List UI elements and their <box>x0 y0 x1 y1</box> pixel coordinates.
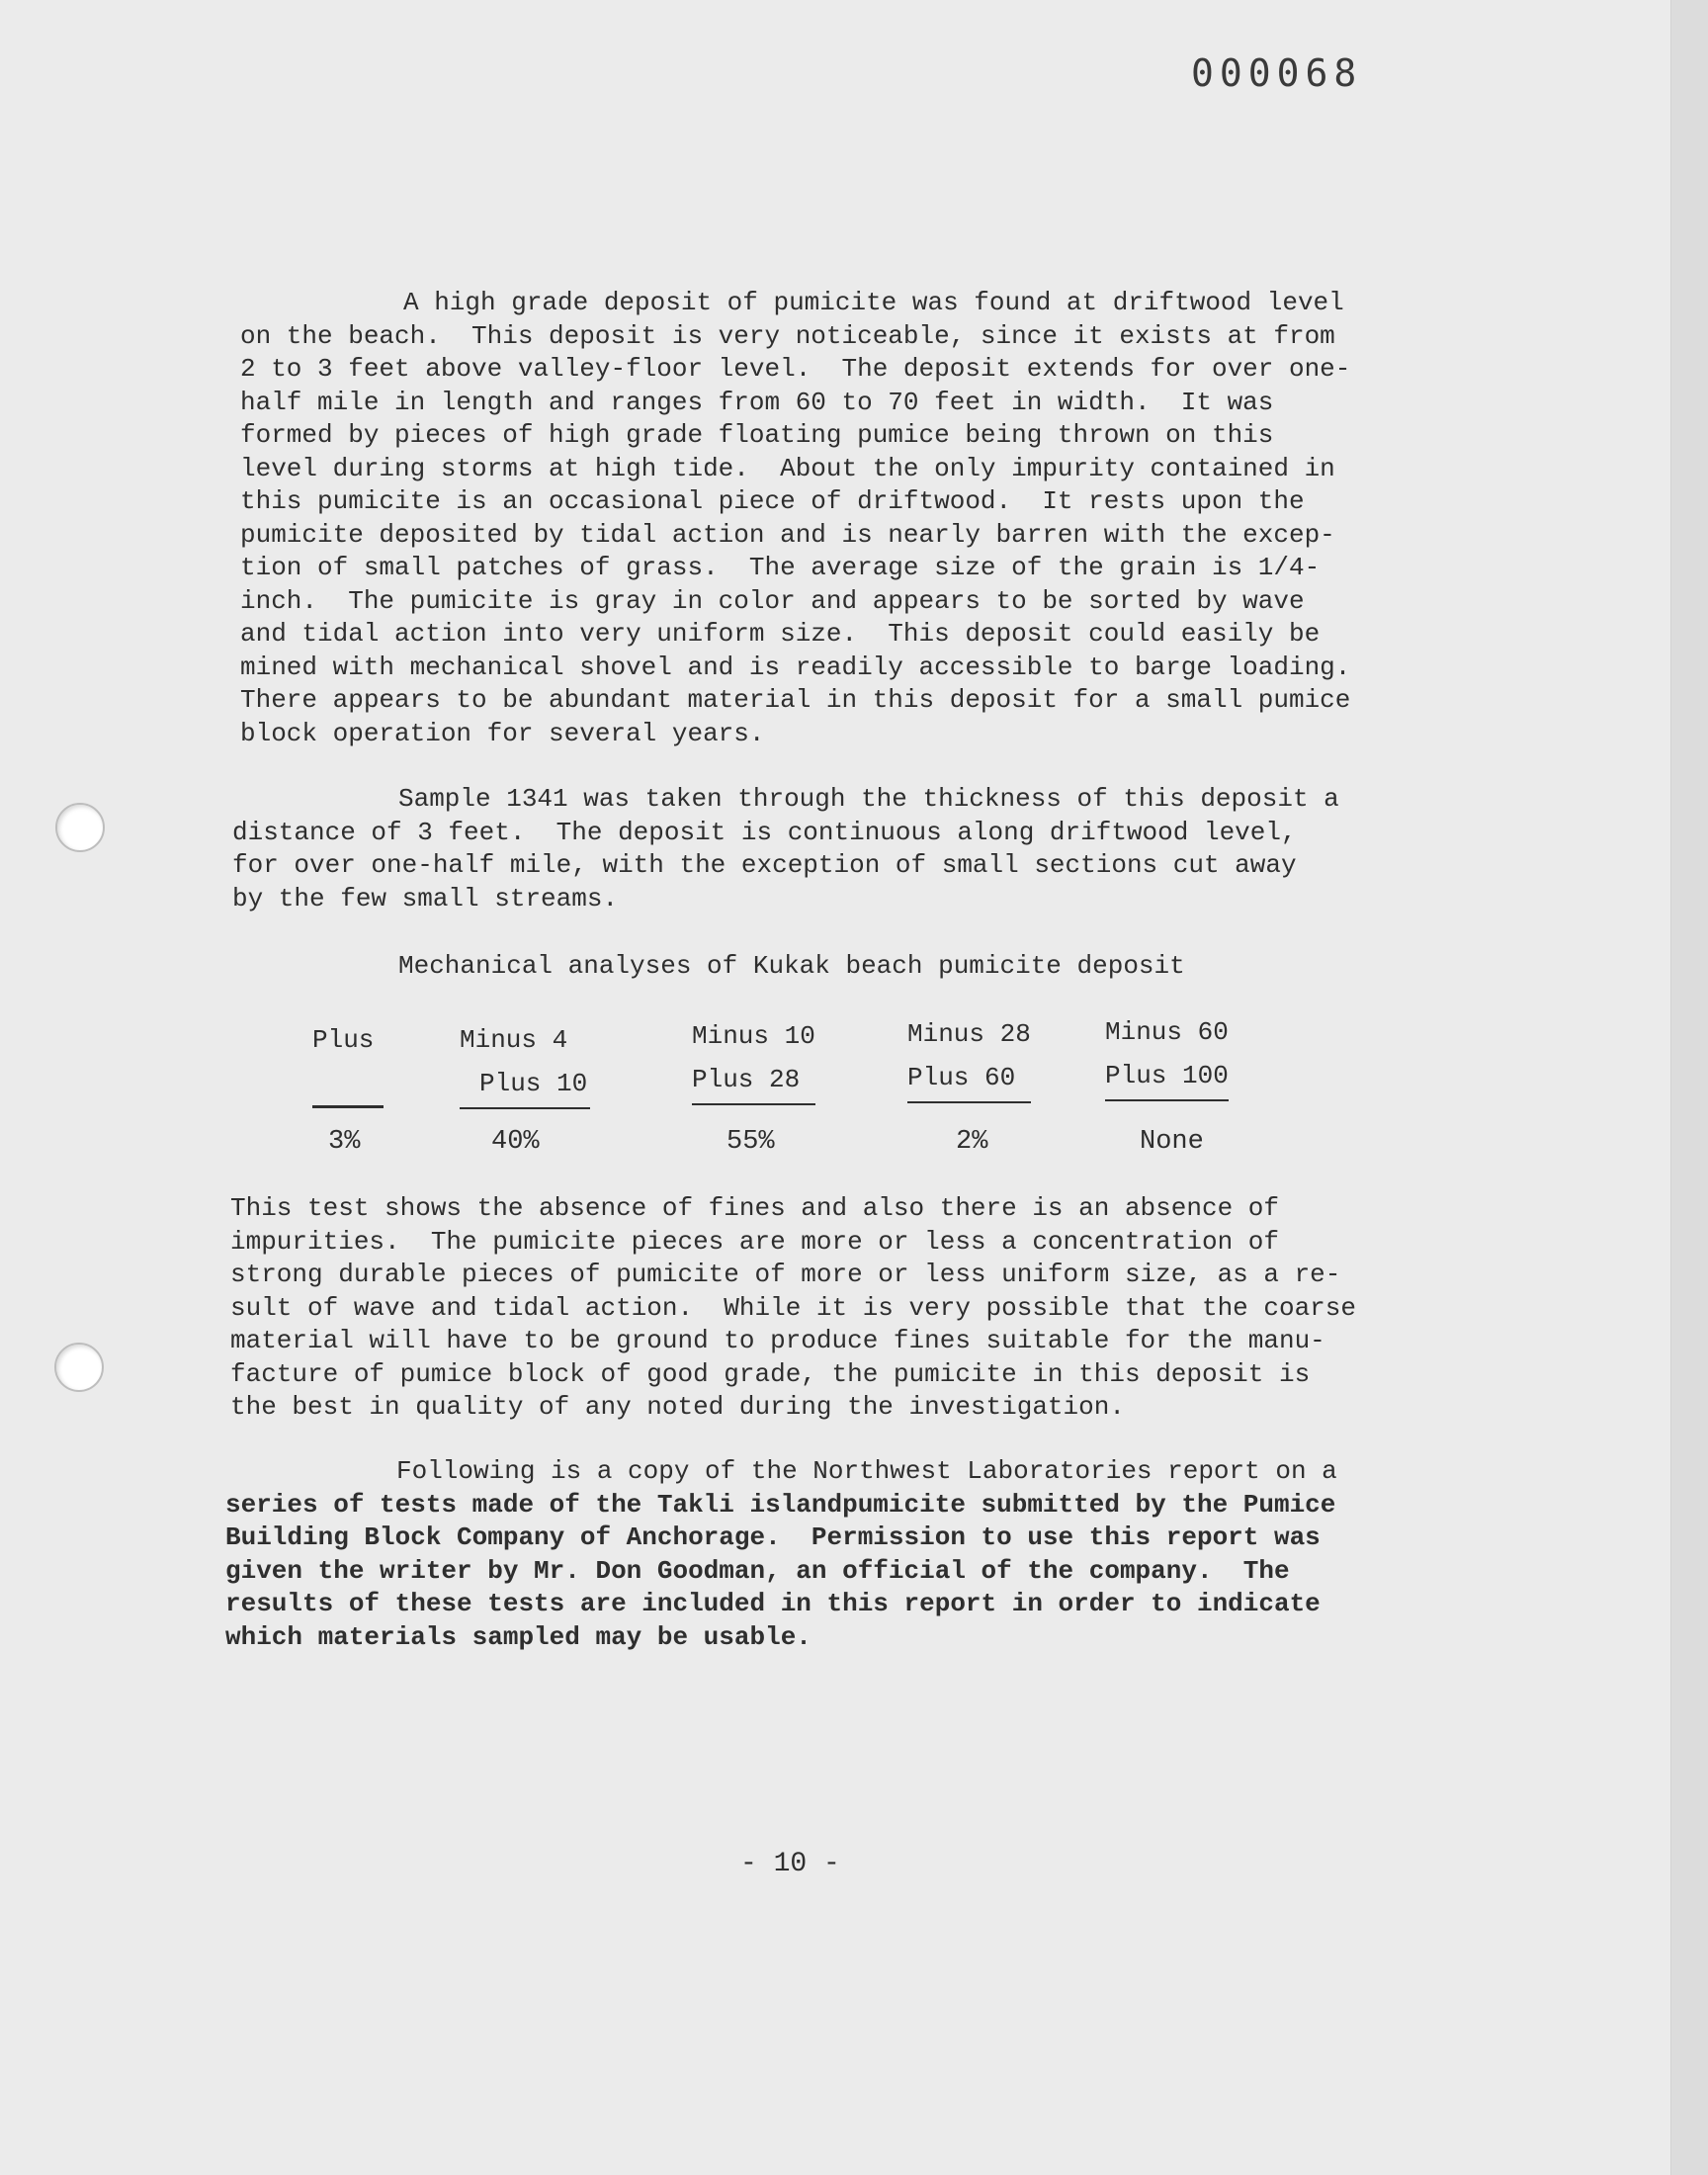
text-line: Building Block Company of Anchorage. Permission to use this report was <box>225 1522 1321 1552</box>
text-line: distance of 3 feet. The deposit is continuous along driftwood level, <box>232 817 1297 847</box>
punch-hole-top <box>55 803 105 852</box>
text-line: given the writer by Mr. Don Goodman, an official of the company. The <box>225 1555 1290 1586</box>
text-line: and tidal action into very uniform size. This deposit could easily be <box>240 619 1321 649</box>
text-line: half mile in length and ranges from 60 to 70 feet in width. It was <box>240 387 1274 417</box>
text-line: material will have to be ground to produce fines suitable for the manu- <box>230 1326 1325 1355</box>
text-line: strong durable pieces of pumicite of more or less uniform size, as a re- <box>230 1260 1341 1289</box>
column-header-line2: Plus 100 <box>1105 1054 1229 1101</box>
column-header-line1: Plus <box>312 1025 375 1055</box>
table-column-header <box>907 1012 1031 1103</box>
table-cell-value: None <box>1140 1127 1204 1157</box>
table-title: Mechanical analyses of Kukak beach pumicite deposit <box>398 951 1185 981</box>
text-line: mined with mechanical shovel and is readily accessible to barge loading. <box>240 652 1351 682</box>
column-header-line2: Plus 28 <box>692 1058 815 1105</box>
table-column-header <box>1105 1010 1229 1101</box>
column-header-line1: Minus 4 <box>460 1025 568 1055</box>
column-header-line1: Minus 60 <box>1105 1017 1229 1047</box>
text-line: 2 to 3 feet above valley-floor level. The deposit extends for over one- <box>240 354 1351 384</box>
text-line: series of tests made of the Takli islandpumicite submitted by the Pumice <box>225 1489 1336 1520</box>
text-line: this pumicite is an occasional piece of driftwood. It rests upon the <box>240 486 1305 516</box>
text-line: formed by pieces of high grade floating pumice being thrown on this <box>240 420 1274 450</box>
text-line: sult of wave and tidal action. While it is very possible that the coarse <box>230 1292 1356 1323</box>
column-header-line2: Plus 10 <box>460 1062 590 1109</box>
text-line: level during storms at high tide. About the only impurity contained in <box>240 453 1335 483</box>
paragraph-test-results <box>230 1192 1356 1425</box>
paragraph-sample-1341 <box>232 783 1339 915</box>
text-line: pumicite deposited by tidal action and is nearly barren with the excep- <box>240 519 1335 550</box>
text-line: the best in quality of any noted during the investigation. <box>230 1392 1125 1422</box>
text-line: There appears to be abundant material in this deposit for a small pumice <box>240 685 1351 715</box>
page-number: - 10 - <box>740 1849 840 1879</box>
column-header-line2: Plus 60 <box>907 1056 1031 1103</box>
text-line: results of these tests are included in this report in order to indicate <box>225 1589 1321 1618</box>
table-column-header <box>312 1018 384 1108</box>
text-line: impurities. The pumicite pieces are more or less a concentration of <box>230 1226 1279 1257</box>
text-line: Sample 1341 was taken through the thickness of this deposit a <box>398 784 1339 814</box>
text-line: block operation for several years. <box>240 718 765 748</box>
column-header-rule <box>312 1062 384 1108</box>
paragraph-deposit-description <box>240 287 1350 750</box>
text-line: This test shows the absence of fines and also there is an absence of <box>230 1193 1279 1223</box>
page-edge-shadow <box>1670 0 1708 2175</box>
text-line: facture of pumice block of good grade, the pumicite in this deposit is <box>230 1358 1311 1389</box>
table-cell-value: 40% <box>491 1127 540 1157</box>
column-header-line1: Minus 10 <box>692 1021 815 1051</box>
table-column-header <box>460 1018 590 1109</box>
text-line: inch. The pumicite is gray in color and appears to be sorted by wave <box>240 585 1305 616</box>
table-column-header <box>692 1014 815 1105</box>
table-cell-value: 55% <box>726 1127 775 1157</box>
column-header-line1: Minus 28 <box>907 1019 1031 1049</box>
punch-hole-bottom <box>54 1343 104 1392</box>
text-line: for over one-half mile, with the exception of small sections cut away <box>232 850 1297 880</box>
text-line: Following is a copy of the Northwest Laboratories report on a <box>396 1456 1337 1486</box>
text-line: A high grade deposit of pumicite was found at driftwood level <box>403 288 1344 317</box>
text-line: which materials sampled may be usable. <box>225 1621 811 1652</box>
text-line: on the beach. This deposit is very noticeable, since it exists at from <box>240 320 1335 351</box>
table-cell-value: 2% <box>956 1127 988 1157</box>
text-line: tion of small patches of grass. The average size of the grain is 1/4- <box>240 553 1321 582</box>
table-cell-value: 3% <box>328 1127 361 1157</box>
paragraph-northwest-laboratories <box>225 1455 1337 1654</box>
text-line: by the few small streams. <box>232 883 619 914</box>
document-number: 000068 <box>1191 51 1363 95</box>
